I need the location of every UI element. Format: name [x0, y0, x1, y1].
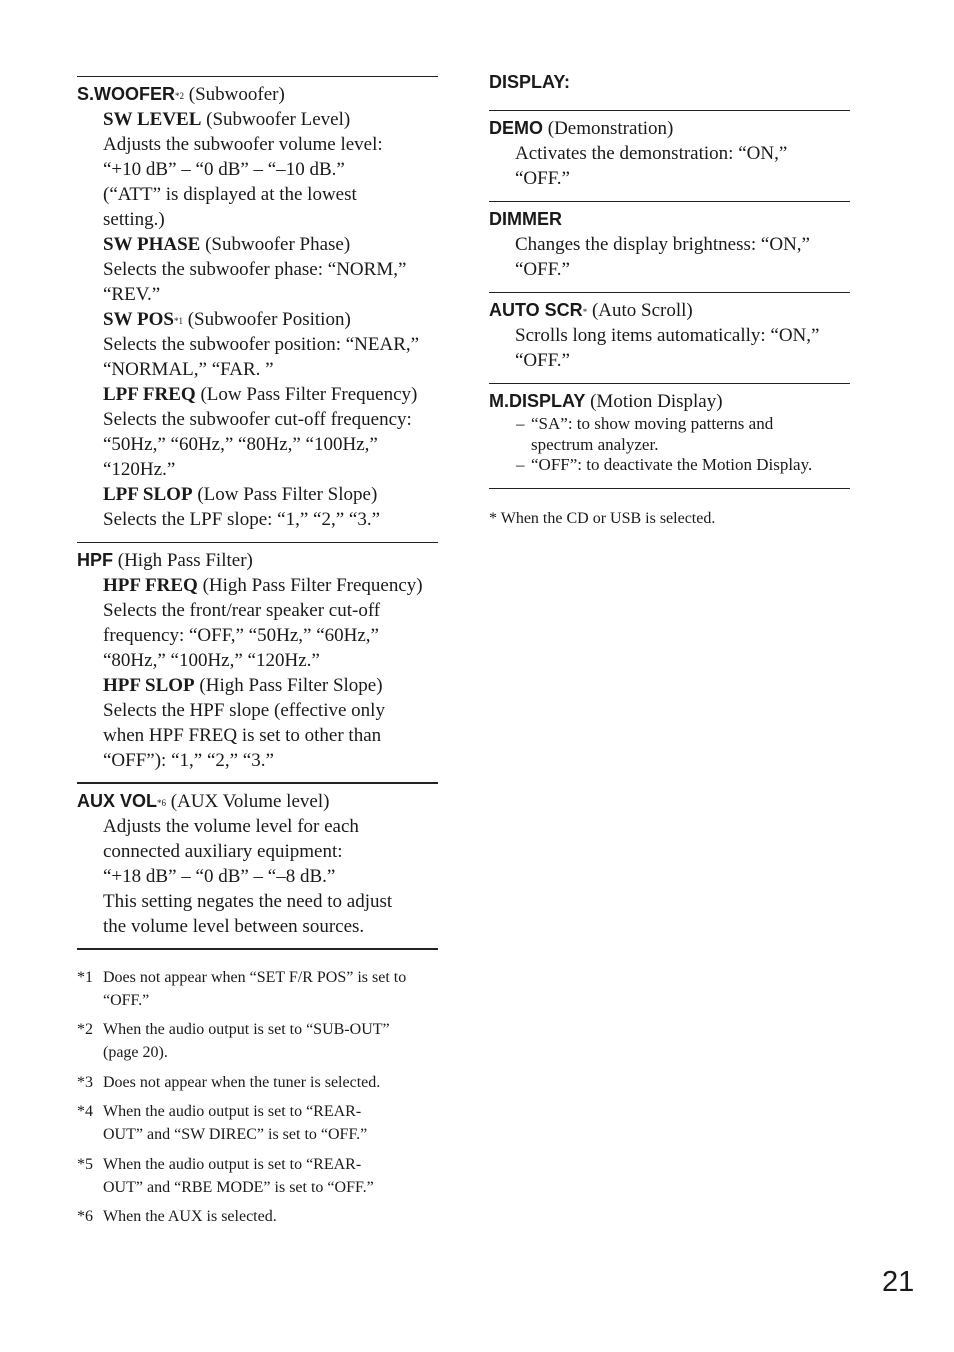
text-line: spectrum analyzer.: [531, 434, 659, 454]
text-line: Changes the display brightness: “ON,”: [515, 234, 810, 255]
text-line: “80Hz,” “100Hz,” “120Hz.”: [103, 650, 320, 671]
divider: [77, 542, 438, 543]
text-line: Selects the front/rear speaker cut-off: [103, 600, 381, 621]
text-line: connected auxiliary equipment:: [103, 841, 343, 862]
divider: [489, 488, 850, 489]
entry-heading: [489, 298, 850, 323]
text-line: the volume level between sources.: [103, 916, 365, 937]
footnote: [77, 966, 438, 1012]
entry-body: [77, 814, 438, 939]
text-line: Scrolls long items automatically: “ON,”: [515, 325, 820, 346]
sub-item-desc: (Subwoofer Position): [187, 309, 351, 330]
list-item: [516, 455, 850, 476]
footnote-ref: *1: [173, 316, 183, 326]
entry-term: S.WOOFER: [77, 84, 175, 104]
text-line: “OFF”: to deactivate the Motion Display.: [531, 455, 813, 474]
option-list: [489, 414, 850, 476]
text-line: Adjusts the volume level for each: [103, 816, 359, 837]
footnote-marker: *4: [77, 1103, 93, 1120]
text-line: “120Hz.”: [103, 459, 176, 480]
text-line: “OFF.”: [515, 350, 570, 371]
text-line: “+18 dB” – “0 dB” – “–8 dB.”: [103, 866, 336, 887]
text-line: Selects the HPF slope (effective only: [103, 700, 385, 721]
text-line: This setting negates the need to adjust: [103, 891, 393, 912]
page-number: 21: [882, 1266, 915, 1298]
dash-bullet: –: [516, 455, 525, 474]
entry-desc: (AUX Volume level): [170, 791, 330, 812]
text-line: “SA”: to show moving patterns and: [531, 414, 774, 433]
text-line: “NORMAL,” “FAR. ”: [103, 359, 274, 380]
sub-item-name: LPF FREQ: [103, 384, 196, 405]
text-line: “OFF.”: [515, 168, 570, 189]
divider: [489, 292, 850, 293]
footnote: [77, 1018, 438, 1064]
footnote-text: “OFF.”: [103, 992, 150, 1009]
sub-item-desc: (Low Pass Filter Slope): [197, 484, 378, 505]
entry-desc: (Demonstration): [547, 118, 674, 139]
footnote: [77, 1100, 438, 1146]
divider: [77, 782, 438, 784]
footnote: * When the CD or USB is selected.: [489, 510, 716, 527]
text-line: “REV.”: [103, 284, 161, 305]
text-line: Selects the LPF slope: “1,” “2,” “3.”: [103, 509, 381, 530]
entry-term: M.DISPLAY: [489, 391, 586, 411]
entry-body: [77, 107, 438, 532]
entry-body: [77, 573, 438, 773]
list-item: [516, 414, 850, 455]
sub-item-name: HPF FREQ: [103, 575, 198, 596]
sub-item-name: SW POS$^{*1}$: [103, 309, 183, 330]
entry-heading: [489, 207, 850, 232]
entry-heading: [77, 789, 438, 814]
menu-entry-hpf: [77, 548, 438, 773]
text-line: Selects the subwoofer phase: “NORM,”: [103, 259, 407, 280]
dash-bullet: –: [516, 414, 525, 433]
text-line: “+10 dB” – “0 dB” – “–10 dB.”: [103, 159, 345, 180]
footnote-text: When the audio output is set to “REAR-: [103, 1103, 362, 1120]
footnote-text: OUT” and “SW DIREC” is set to “OFF.”: [103, 1126, 368, 1143]
divider: [489, 383, 850, 384]
text-line: Activates the demonstration: “ON,”: [515, 143, 788, 164]
sub-item-name: SW LEVEL: [103, 109, 202, 130]
menu-entry-aux-vol: [77, 789, 438, 939]
sub-item-name: HPF SLOP: [103, 675, 195, 696]
menu-entry-dimmer: [489, 207, 850, 282]
divider: [77, 76, 438, 77]
text-line: “OFF”): “1,” “2,” “3.”: [103, 750, 274, 771]
sub-item-name: LPF SLOP: [103, 484, 193, 505]
footnote-marker: *2: [77, 1021, 93, 1038]
text-line: Selects the subwoofer position: “NEAR,”: [103, 334, 420, 355]
entry-desc: (Motion Display): [590, 391, 723, 412]
footnote-text: Does not appear when the tuner is selected.: [103, 1074, 381, 1091]
entry-heading: [489, 389, 850, 414]
entry-desc: (High Pass Filter): [117, 550, 253, 571]
text-line: “50Hz,” “60Hz,” “80Hz,” “100Hz,”: [103, 434, 378, 455]
divider: [489, 201, 850, 202]
footnote-ref: *: [582, 307, 588, 317]
footnote-marker: *5: [77, 1156, 93, 1173]
text-line: (“ATT” is displayed at the lowest: [103, 184, 357, 205]
footnote-text: OUT” and “RBE MODE” is set to “OFF.”: [103, 1179, 374, 1196]
text-line: Selects the subwoofer cut-off frequency:: [103, 409, 412, 430]
sub-item-desc: (Low Pass Filter Frequency): [200, 384, 418, 405]
menu-entry-swoofer: [77, 82, 438, 532]
divider: [489, 110, 850, 111]
entry-term: HPF: [77, 550, 113, 570]
entry-heading: [489, 116, 850, 141]
footnote-text: (page 20).: [103, 1044, 168, 1061]
entry-term: DEMO: [489, 118, 543, 138]
sub-item-desc: (Subwoofer Phase): [205, 234, 351, 255]
footnote: [77, 1205, 438, 1228]
footnote-ref: *2: [175, 91, 184, 101]
entry-term: DIMMER: [489, 209, 562, 229]
footnote-text: When the audio output is set to “REAR-: [103, 1156, 362, 1173]
entry-term: AUTO SCR: [489, 300, 583, 320]
menu-entry-auto-scr: [489, 298, 850, 373]
entry-heading: [77, 548, 438, 573]
entry-desc: (Subwoofer): [188, 84, 285, 105]
entry-body: [489, 141, 850, 191]
text-line: setting.): [103, 209, 165, 230]
footnote-marker: *6: [77, 1208, 93, 1225]
footnote-marker: *1: [77, 969, 93, 986]
menu-entry-m-display: [489, 389, 850, 476]
entry-term: AUX VOL: [77, 791, 158, 811]
entry-heading: [77, 82, 438, 107]
text-line: Adjusts the subwoofer volume level:: [103, 134, 383, 155]
sub-item-name: SW PHASE: [103, 234, 201, 255]
entry-body: [489, 232, 850, 282]
footnote-text: When the audio output is set to “SUB-OUT”: [103, 1021, 390, 1038]
sub-item-desc: (Subwoofer Level): [206, 109, 351, 130]
footnote: [77, 1071, 438, 1094]
section-title: DISPLAY:: [489, 72, 571, 92]
divider: [77, 948, 438, 950]
sub-item-desc: (High Pass Filter Frequency): [202, 575, 423, 596]
text-line: “OFF.”: [515, 259, 570, 280]
sub-item-desc: (High Pass Filter Slope): [199, 675, 383, 696]
footnote-text: Does not appear when “SET F/R POS” is set to: [103, 969, 407, 986]
menu-entry-demo: [489, 116, 850, 191]
entry-desc: (Auto Scroll): [591, 300, 693, 321]
footnote-ref: *6: [157, 798, 167, 808]
footnote: [77, 1153, 438, 1199]
text-line: when HPF FREQ is set to other than: [103, 725, 382, 746]
footnote-text: When the AUX is selected.: [103, 1208, 277, 1225]
text-line: frequency: “OFF,” “50Hz,” “60Hz,”: [103, 625, 379, 646]
footnote-marker: *3: [77, 1074, 93, 1091]
entry-body: [489, 323, 850, 373]
